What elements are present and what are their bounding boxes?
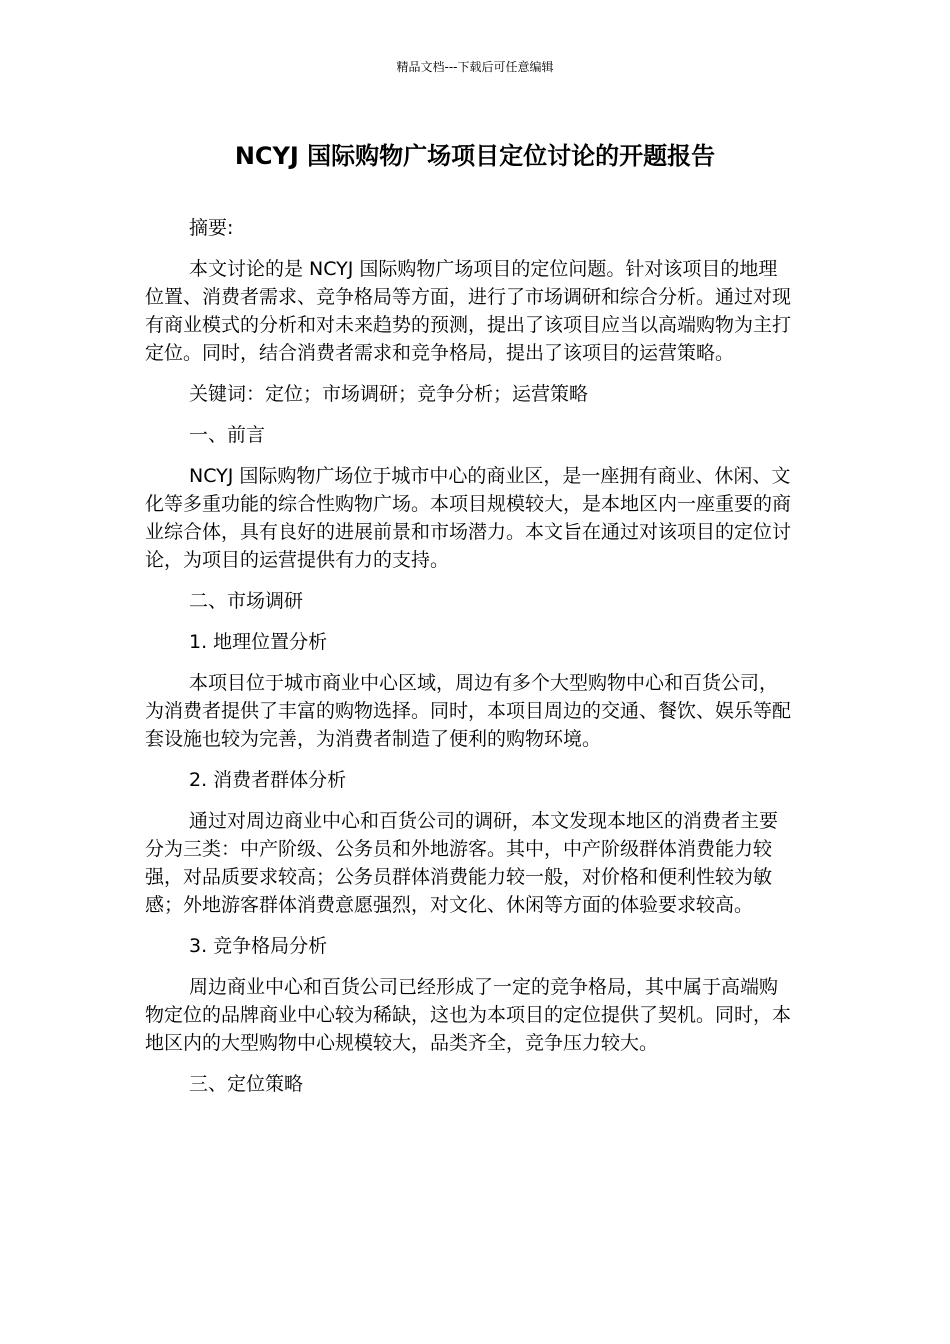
consumer-analysis-paragraph: 通过对周边商业中心和百货公司的调研，本文发现本地区的消费者主要分为三类：中产阶级、公务员和外地游客。其中，中产阶级群体消费能力较强，对品质要求较高；公务员群体消费能力较一般，对价格和便利性较为敏感；外地游客群体消费意愿强烈，对文化、休闲等方面的体验要求较高。 (145, 810, 779, 916)
document-title: NCYJ 国际购物广场项目定位讨论的开题报告 (234, 142, 716, 170)
keywords-line: 关键词：定位；市场调研；竞争分析；运营策略 (189, 383, 589, 405)
abstract-paragraph: 本文讨论的是 NCYJ 国际购物广场项目的定位问题。针对该项目的地理位置、消费者需求、竞争格局等方面，进行了市场调研和综合分析。通过对现有商业模式的分析和对未来趋势的预测，提出了该项目应当以高端购物为主打定位。同时，结合消费者需求和竞争格局，提出了该项目的运营策略。 (145, 258, 792, 364)
subheading-location-analysis: 1. 地理位置分析 (189, 631, 328, 653)
header-note: 精品文档---下载后可任意编辑 (396, 60, 554, 74)
competition-analysis-paragraph: 周边商业中心和百货公司已经形成了一定的竞争格局，其中属于高端购物定位的品牌商业中心较为稀缺，这也为本项目的定位提供了契机。同时，本地区内的大型购物中心规模较大，品类齐全，竞争压力较大。 (145, 976, 792, 1054)
abstract-heading: 摘要: (189, 217, 234, 239)
subheading-consumer-analysis: 2. 消费者群体分析 (189, 769, 347, 791)
section-heading-positioning-strategy: 三、定位策略 (189, 1073, 304, 1095)
document-body (145, 214, 795, 1098)
preface-paragraph: NCYJ 国际购物广场位于城市中心的商业区，是一座拥有商业、休闲、文化等多重功能的综合性购物广场。本项目规模较大，是本地区内一座重要的商业综合体，具有良好的进展前景和市场潜力。本文旨在通过对该项目的定位讨论，为项目的运营提供有力的支持。 (145, 465, 792, 571)
section-heading-market-research: 二、市场调研 (189, 590, 304, 612)
subheading-competition-analysis: 3. 竞争格局分析 (189, 935, 328, 957)
section-heading-preface: 一、前言 (189, 424, 266, 446)
location-analysis-paragraph: 本项目位于城市商业中心区域，周边有多个大型购物中心和百货公司，为消费者提供了丰富的购物选择。同时，本项目周边的交通、餐饮、娱乐等配套设施也较为完善，为消费者制造了便利的购物环境。 (145, 672, 792, 750)
